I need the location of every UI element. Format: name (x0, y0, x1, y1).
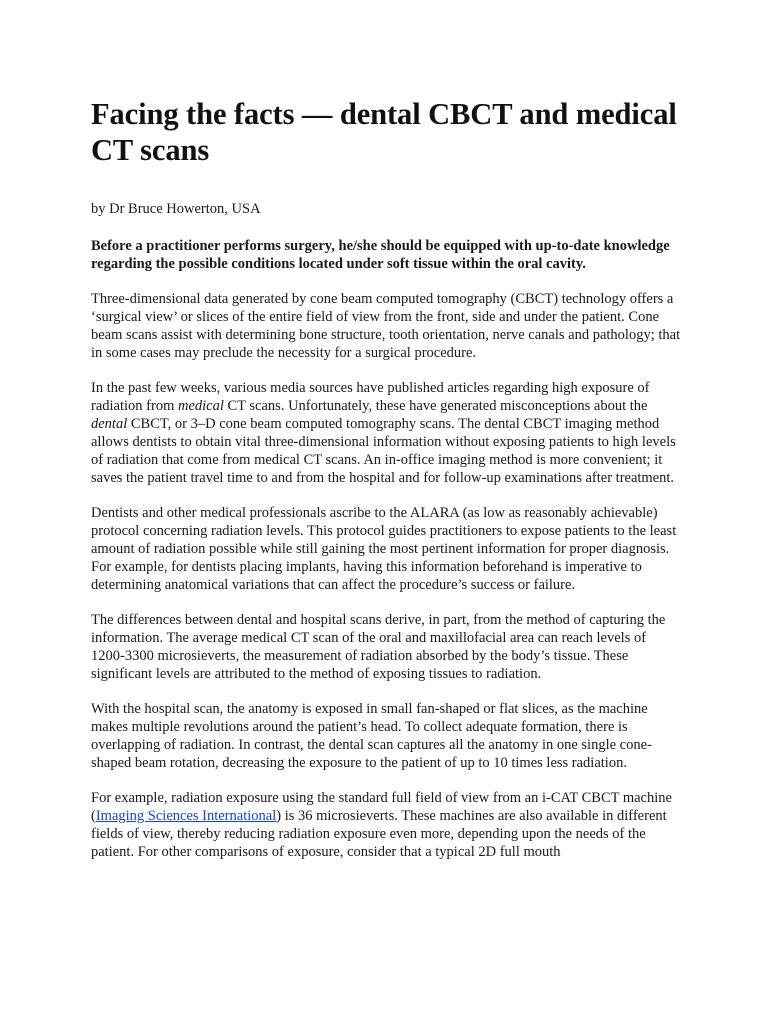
article (91, 96, 681, 878)
paragraph-5: With the hospital scan, the anatomy is exposed in small fan-shaped or flat slices, as the machine makes multiple revolutions around the patient’s head. To collect adequate formation, there is overlapping of radiation. In contrast, the dental scan captures all the anatomy in one single cone-shaped beam rotation, decreasing the exposure to the patient of up to 10 times less radiation. (91, 701, 652, 771)
paragraph-6 (91, 789, 681, 861)
paragraph-6-text-b: ) is 36 microsieverts. These machines are also available in different fields of view, thereby reducing radiation exposure even more, depending upon the needs of the patient. For other comparisons of exposure, consider that a typical 2D full mouth (91, 808, 667, 860)
paragraph-3: Dentists and other medical professionals ascribe to the ALARA (as low as reasonably achievable) protocol concerning radiation levels. This protocol guides practitioners to expose patients to the least amount of radiation possible while still gaining the most pertinent information for proper diagnosis. For example, for dentists placing implants, having this information beforehand is imperative to determining anatomical variations that can affect the procedure’s success or failure. (91, 505, 677, 593)
paragraph-2-text-a: In the past few weeks, various media sources have published articles regarding high exposure of radiation from (91, 380, 650, 414)
paragraph-2 (91, 379, 681, 487)
imaging-sciences-link[interactable]: Imaging Sciences International (95, 808, 277, 824)
emphasis-medical: medical (177, 398, 224, 414)
article-title: Facing the facts — dental CBCT and medical CT scans (91, 97, 677, 167)
emphasis-dental: dental (91, 416, 128, 432)
paragraph-2-text-b: CT scans. Unfortunately, these have generated misconceptions about the (223, 398, 648, 414)
paragraph-6-text-a: For example, radiation exposure using the standard full field of view from an i-CAT CBCT machine ( (91, 790, 672, 824)
paragraph-2-text-c: CBCT, or 3–D cone beam computed tomography scans. The dental CBCT imaging method allows dentists to obtain vital three-dimensional information without exposing patients to high levels of radiation that come from medical CT scans. An in-office imaging method is more convenient; it saves the patient travel time to and from the hospital and for follow-up examinations after treatment. (91, 416, 676, 486)
paragraph-1: Three-dimensional data generated by cone beam computed tomography (CBCT) technology offers a ‘surgical view’ or slices of the entire field of view from the front, side and under the patient. Cone beam scans assist with determining bone structure, tooth orientation, nerve canals and pathology; that in some cases may preclude the necessity for a surgical procedure. (91, 291, 681, 361)
byline: by Dr Bruce Howerton, USA (91, 201, 261, 217)
lead-paragraph: Before a practitioner performs surgery, he/she should be equipped with up-to-date knowledge regarding the possible conditions located under soft tissue within the oral cavity. (91, 238, 670, 272)
paragraph-4: The differences between dental and hospital scans derive, in part, from the method of capturing the information. The average medical CT scan of the oral and maxillofacial area can reach levels of 1200-3300 microsieverts, the measurement of radiation absorbed by the body’s tissue. These significant levels are attributed to the method of exposing tissues to radiation. (91, 612, 666, 682)
